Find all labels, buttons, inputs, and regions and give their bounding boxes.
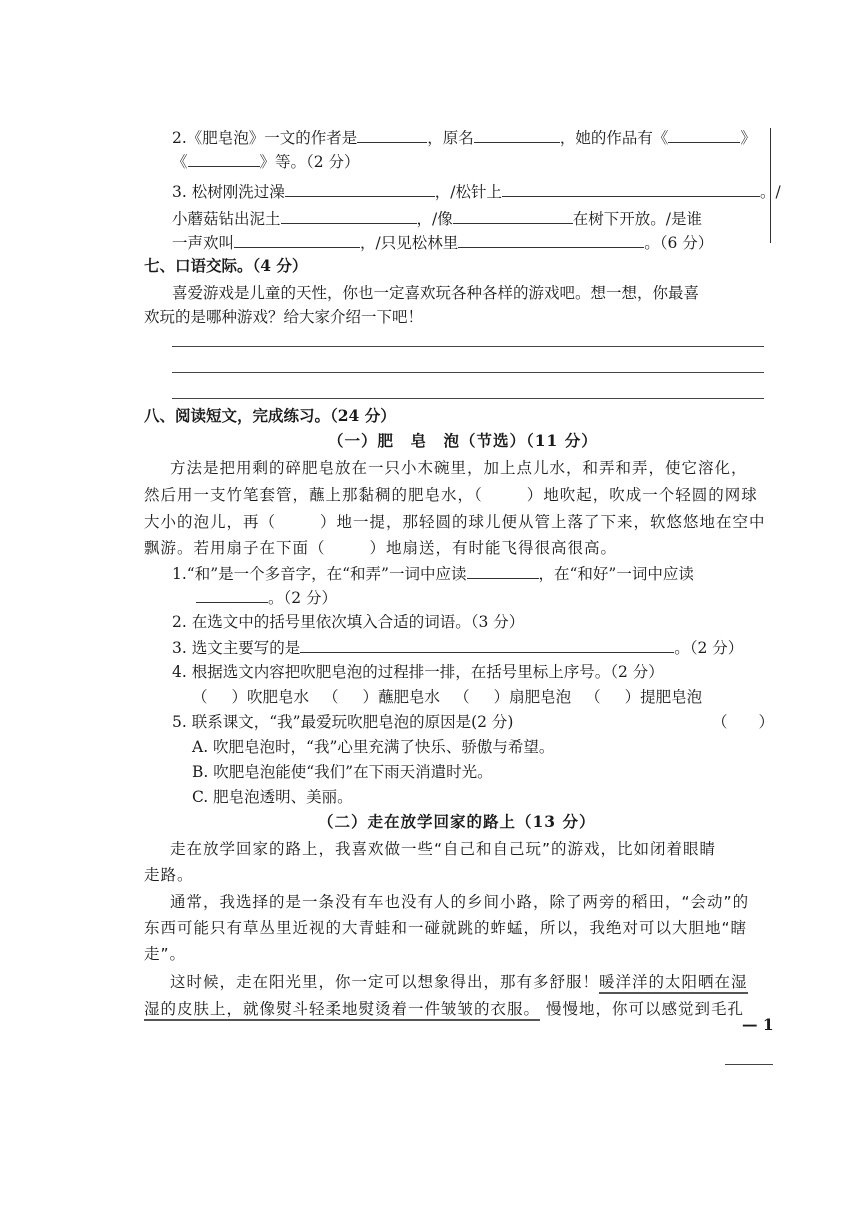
passage1-title: （一）肥 皂 泡（节选）（11 分） [328,431,598,450]
writing-line[interactable] [172,372,764,373]
answer-blank[interactable] [188,150,260,167]
answer-blank[interactable] [453,207,573,224]
answer-blank[interactable] [281,207,417,224]
passage-text: ）地扇送，有时能飞得很高很高。 [369,539,618,557]
q2-line2 [172,150,360,173]
reading-q5: 5. 联系课文，“我”最爱玩吹肥皂泡的原因是(2 分) [172,713,514,731]
reading-q1 [172,562,694,585]
section8-title: 八、阅读短文，完成练习。（24 分） [144,406,396,425]
q3-line2 [172,207,702,230]
question-text: 。（2 分） [268,589,338,607]
margin-rule [770,128,771,243]
q3-text: 3. 松树刚洗过澡 [172,183,285,201]
answer-blank[interactable] [357,126,427,143]
page-number: — 1 [742,1015,774,1034]
passage1-text [144,484,758,506]
q3-text: ，/松针上 [434,183,502,201]
passage-text: 然后用一支竹笔套管，蘸上那黏稠的肥皂水，（ [144,486,483,504]
answer-paren[interactable]: （ ） [712,713,775,731]
answer-blank[interactable] [502,180,760,197]
reading-q4-options [192,686,702,708]
q3-text: 。/ [759,183,781,201]
answer-blank[interactable] [458,231,644,248]
question-text: 3. 选文主要写的是 [172,639,301,657]
q2-text: 2.《肥皂泡》一文的作者是 [172,129,358,147]
q2-line1 [172,126,756,149]
reading-q4: 4. 根据选文内容把吹肥皂泡的过程排一排，在括号里标上序号。（2 分） [172,663,664,681]
q2-text: 》 [740,129,756,147]
answer-blank[interactable] [467,562,539,579]
q3-text: 一声欢叫 [172,234,235,252]
option-paren[interactable]: （ [454,688,470,706]
q3-line3 [172,231,713,254]
answer-blank[interactable] [474,126,560,143]
underlined-sentence: 湿的皮肤上，就像熨斗轻柔地熨烫着一件皱皱的衣服。 [144,1000,540,1021]
question-text: 。（2 分） [674,639,744,657]
answer-blank[interactable] [300,636,674,653]
section7-text: 喜爱游戏是儿童的天性，你也一定喜欢玩各种各样的游戏吧。想一想，你最喜 [172,284,700,302]
reading-q3 [172,636,743,659]
answer-blank[interactable] [234,231,360,248]
footer-rule [725,1064,773,1065]
answer-blank[interactable] [285,180,435,197]
writing-line[interactable] [172,398,764,399]
option-text: ）扇肥皂泡 [493,688,572,706]
passage-text: ）地吹起，吹成一个轻圆的网球 [526,486,758,504]
q3-text: 。（6 分） [644,234,714,252]
question-text: 1.“和”是一个多音字，在“和弄”一词中应读 [172,565,467,583]
passage-text: 大小的泡儿，再（ [144,513,277,531]
passage1-text [144,511,766,533]
q2-text: 》等。（2 分） [259,153,360,171]
passage1-text [144,537,617,559]
reading-q2: 2. 在选文中的括号里依次填入合适的词语。（3 分） [172,613,525,631]
passage2-text [144,998,744,1020]
option-paren[interactable]: （ [585,688,601,706]
q3-text: 在树下开放。/是谁 [572,210,702,228]
passage2-text: 走在放学回家的路上，我喜欢做一些“自己和自己玩”的游戏，比如闭着眼睛 [170,840,717,858]
q2-text: ，原名 [427,129,474,147]
option-text: ）蘸肥皂水 [362,688,441,706]
passage2-text [170,971,748,993]
section7-title: 七、口语交际。（4 分） [144,256,308,275]
passage-text: 这时候，走在阳光里，你一定可以想象得出，那有多舒服！ [170,973,600,991]
question-text: ，在“和好”一词中应读 [538,565,694,583]
option-text: ）吹肥皂水 [231,688,310,706]
passage-text: ）地一提，那轻圆的球儿便从管上落了下来，软悠悠地在空中 [320,513,766,531]
q3-text: ，/只见松林里 [360,234,459,252]
option-text: ）提肥皂泡 [624,688,703,706]
passage-text: 慢慢地，你可以感觉到毛孔 [546,1000,745,1018]
choice-c[interactable]: C. 肥皂泡透明、美丽。 [192,788,353,806]
option-paren[interactable]: （ [323,688,339,706]
q3-line1 [172,180,781,203]
answer-blank[interactable] [196,586,268,603]
section7-text: 欢玩的是哪种游戏？给大家介绍一下吧！ [144,308,424,326]
passage2-text: 通常，我选择的是一条没有车也没有人的乡间小路，除了两旁的稻田，“会动”的 [170,893,750,911]
answer-blank[interactable] [668,126,740,143]
option-paren[interactable]: （ [192,688,208,706]
choice-b[interactable]: B. 吹肥皂泡能使“我们”在下雨天消遣时光。 [192,763,493,781]
passage1-text: 方法是把用剩的碎肥皂放在一只小木碗里，加上点儿水，和弄和弄，使它溶化， [170,459,748,477]
reading-q1-cont [196,586,337,609]
q3-text: ，/像 [416,210,453,228]
choice-a[interactable]: A. 吹肥皂泡时，“我”心里充满了快乐、骄傲与希望。 [192,738,555,756]
underlined-sentence: 暖洋洋的太阳晒在湿 [599,973,748,994]
q2-text: ，她的作品有《 [559,129,669,147]
q2-text: 《 [172,153,188,171]
passage2-text: 走”。 [144,945,187,963]
passage2-text: 走路。 [144,866,194,884]
writing-line[interactable] [172,346,764,347]
passage2-title: （二）走在放学回家的路上（13 分） [318,812,596,831]
passage-text: 飘游。若用扇子在下面（ [144,539,326,557]
q3-text: 小蘑菇钻出泥土 [172,210,281,228]
passage2-text: 东西可能只有草丛里近视的大青蛙和一碰就跳的蚱蜢，所以，我绝对可以大胆地“瞎 [144,919,748,937]
